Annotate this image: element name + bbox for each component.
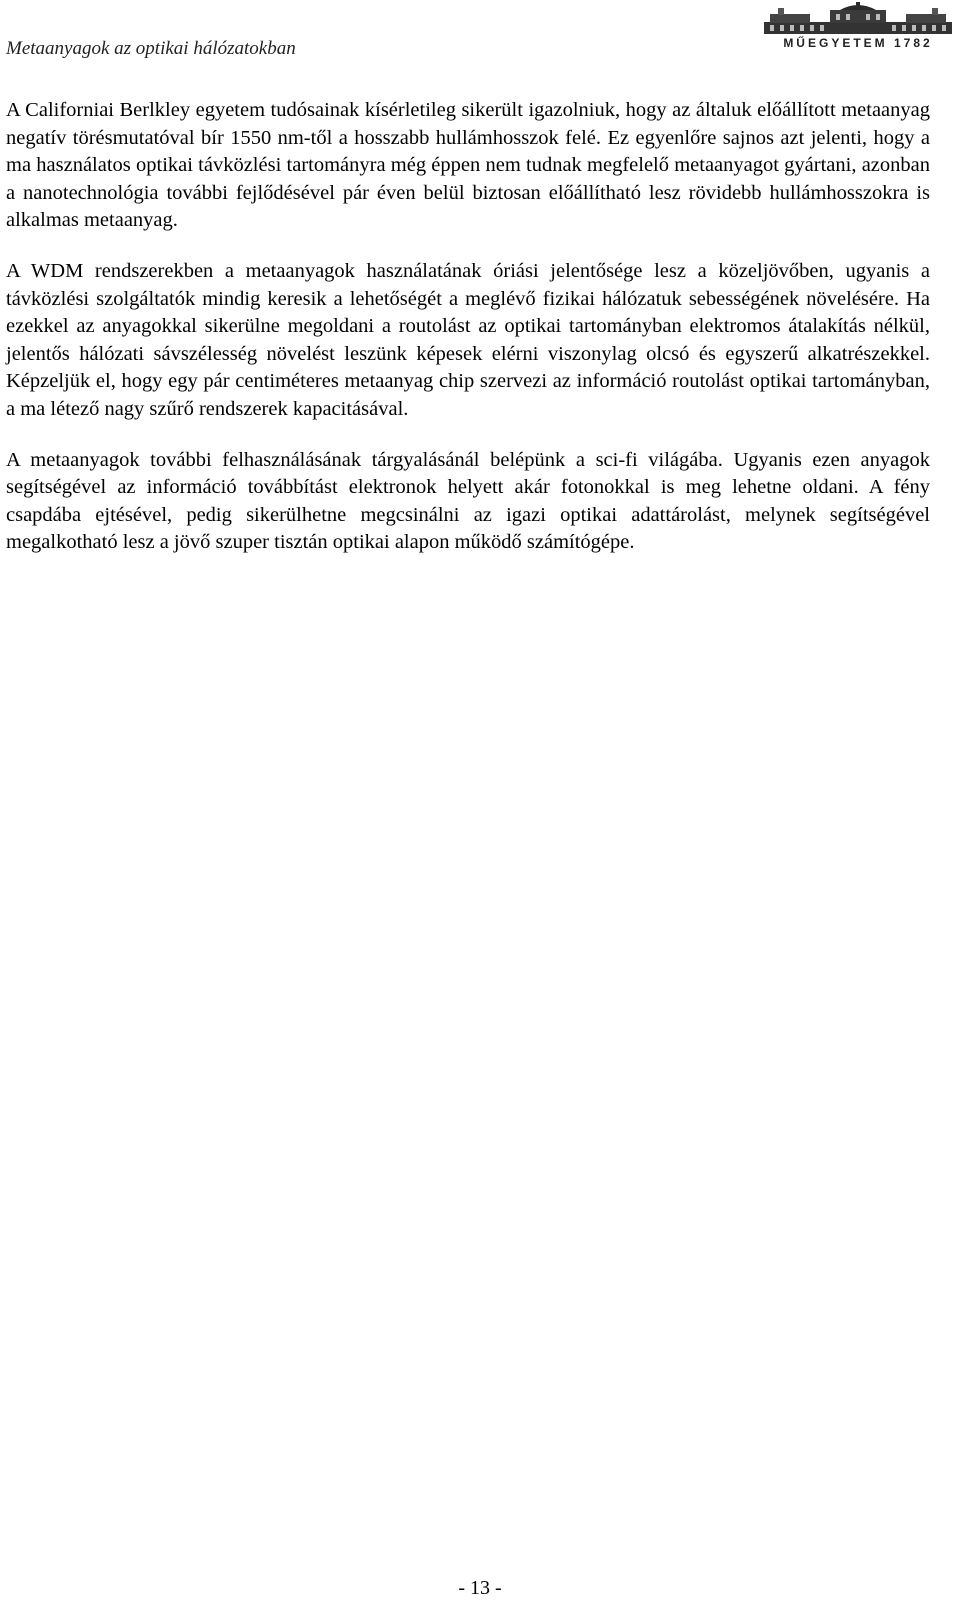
university-logo xyxy=(760,2,956,52)
building-icon xyxy=(760,2,956,36)
paragraph-1: A Californiai Berlkley egyetem tudósainak kísérletileg sikerült igazolniuk, hogy az általuk előállított metaanyag negatív törésmutatóval bír 1550 nm-től a hosszabb hullámhosszok felé. Ez egyenlőre sajnos azt jelenti, hogy a ma használatos optikai távközlési tartományra még éppen nem tudnak megfelelő metaanyagot gyártani, azonban a nanotechnológia további fejlődésével pár éven belül biztosan előállítható lesz rövidebb hullámhosszokra is alkalmas metaanyag. xyxy=(6,99,930,232)
paragraph-2: A WDM rendszerekben a metaanyagok használatának óriási jelentősége lesz a közeljövőben, ugyanis a távközlési szolgáltatók mindig keresik a lehetőségét a meglévő fizikai hálózatuk sebességének növelésére. Ha ezekkel az anyagokkal sikerülne megoldani a routolást az optikai tartományban elektromos átalakítás nélkül, jelentős hálózati sávszélesség növelést leszünk képesek elérni viszonylag olcsó és egyszerű alkatrészekkel. Képzeljük el, hogy egy pár centiméteres metaanyag chip szervezi az információ routolást optikai tartományban, a ma létező nagy szűrő rendszerek kapacitásával. xyxy=(6,259,930,420)
paragraph-3: A metaanyagok további felhasználásának tárgyalásánál belépünk a sci-fi világába. Ugyanis ezen anyagok segítségével az információ továbbítást elektronok helyett akár fotonokkal is meg lehetne oldani. A fény csapdába ejtésével, pedig sikerülhetne megcsinálni az igazi optikai adattárolást, melynek segítségével megalkotható lesz a jövő szuper tisztán optikai alapon működő számítógépe. xyxy=(6,448,930,554)
document-body xyxy=(6,97,930,580)
logo-text: MŰEGYETEM 1782 xyxy=(783,36,933,50)
page-number: - 13 - xyxy=(458,1577,502,1599)
page-header xyxy=(0,0,960,80)
running-header-title: Metaanyagok az optikai hálózatokban xyxy=(6,38,296,59)
